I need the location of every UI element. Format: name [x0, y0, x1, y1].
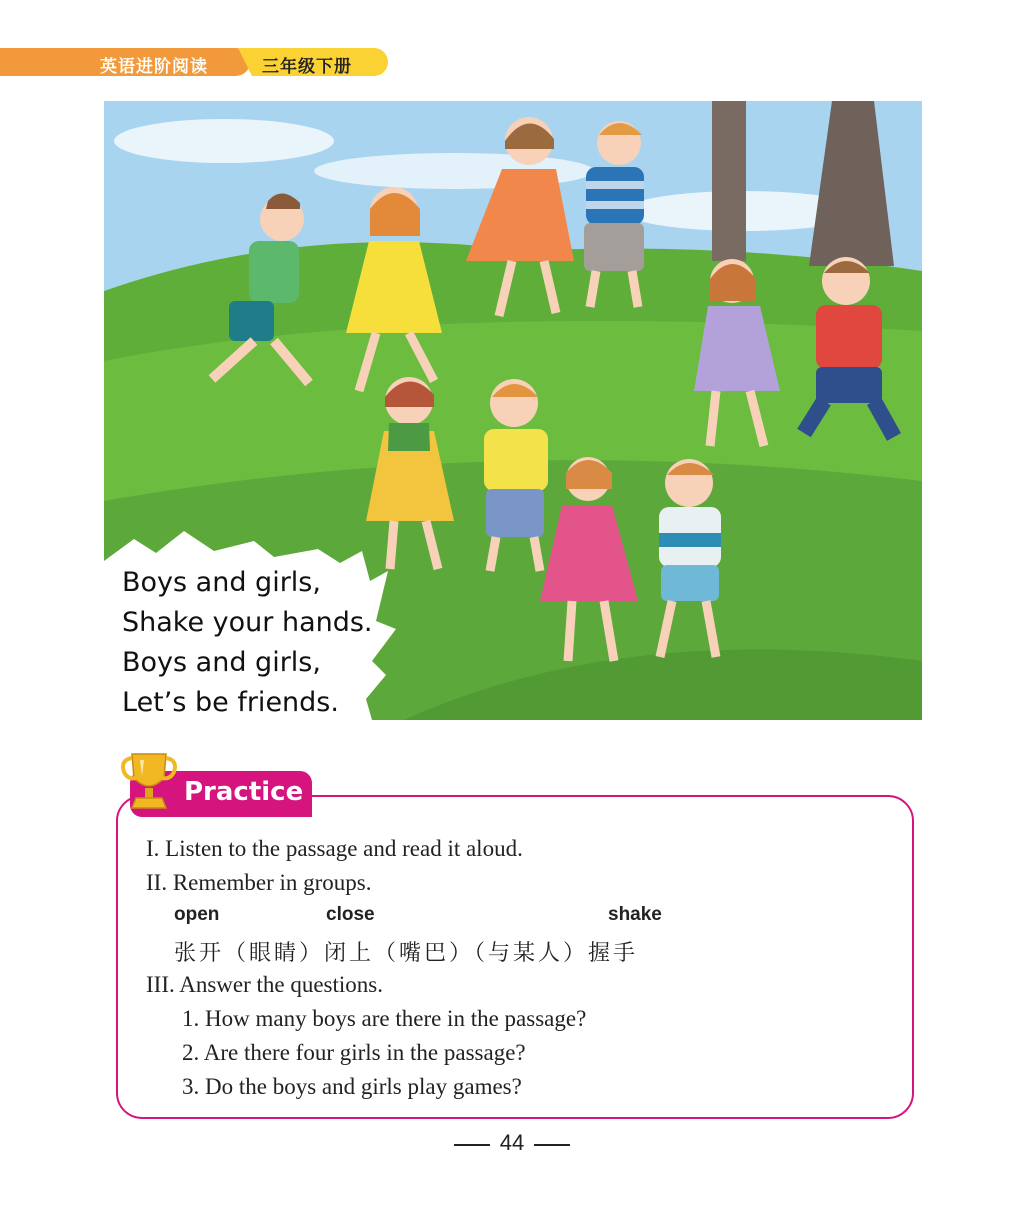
grade-title: 三年级下册 — [262, 57, 352, 77]
question-2: 2. Are there four girls in the passage? — [182, 1040, 526, 1065]
rhyme-text — [122, 563, 373, 723]
rhyme-line: Boys and girls, — [122, 567, 321, 598]
header-banner — [0, 48, 390, 76]
series-title: 英语进阶阅读 — [100, 57, 208, 77]
rhyme-line: Boys and girls, — [122, 647, 321, 678]
vocab-shake: shake — [608, 904, 662, 925]
vocab-chinese-meanings: 张开（眼睛）闭上（嘴巴）（与某人）握手 — [174, 941, 639, 966]
page-number — [454, 1130, 570, 1158]
page-number-text: 44 — [499, 1130, 525, 1155]
practice-item-iii: III. Answer the questions. — [146, 972, 383, 997]
rhyme-line: Let’s be friends. — [122, 687, 339, 718]
trophy-icon — [118, 748, 180, 814]
page-rule-right — [534, 1144, 570, 1146]
page-rule-left — [454, 1144, 490, 1146]
practice-label: Practice — [184, 777, 304, 807]
vocab-close: close — [326, 904, 375, 925]
question-1: 1. How many boys are there in the passage? — [182, 1006, 587, 1031]
practice-item-ii: II. Remember in groups. — [146, 870, 372, 895]
practice-item-i: I. Listen to the passage and read it aloud. — [146, 836, 523, 861]
question-3: 3. Do the boys and girls play games? — [182, 1074, 522, 1099]
vocab-open: open — [174, 904, 220, 925]
rhyme-line: Shake your hands. — [122, 607, 373, 638]
